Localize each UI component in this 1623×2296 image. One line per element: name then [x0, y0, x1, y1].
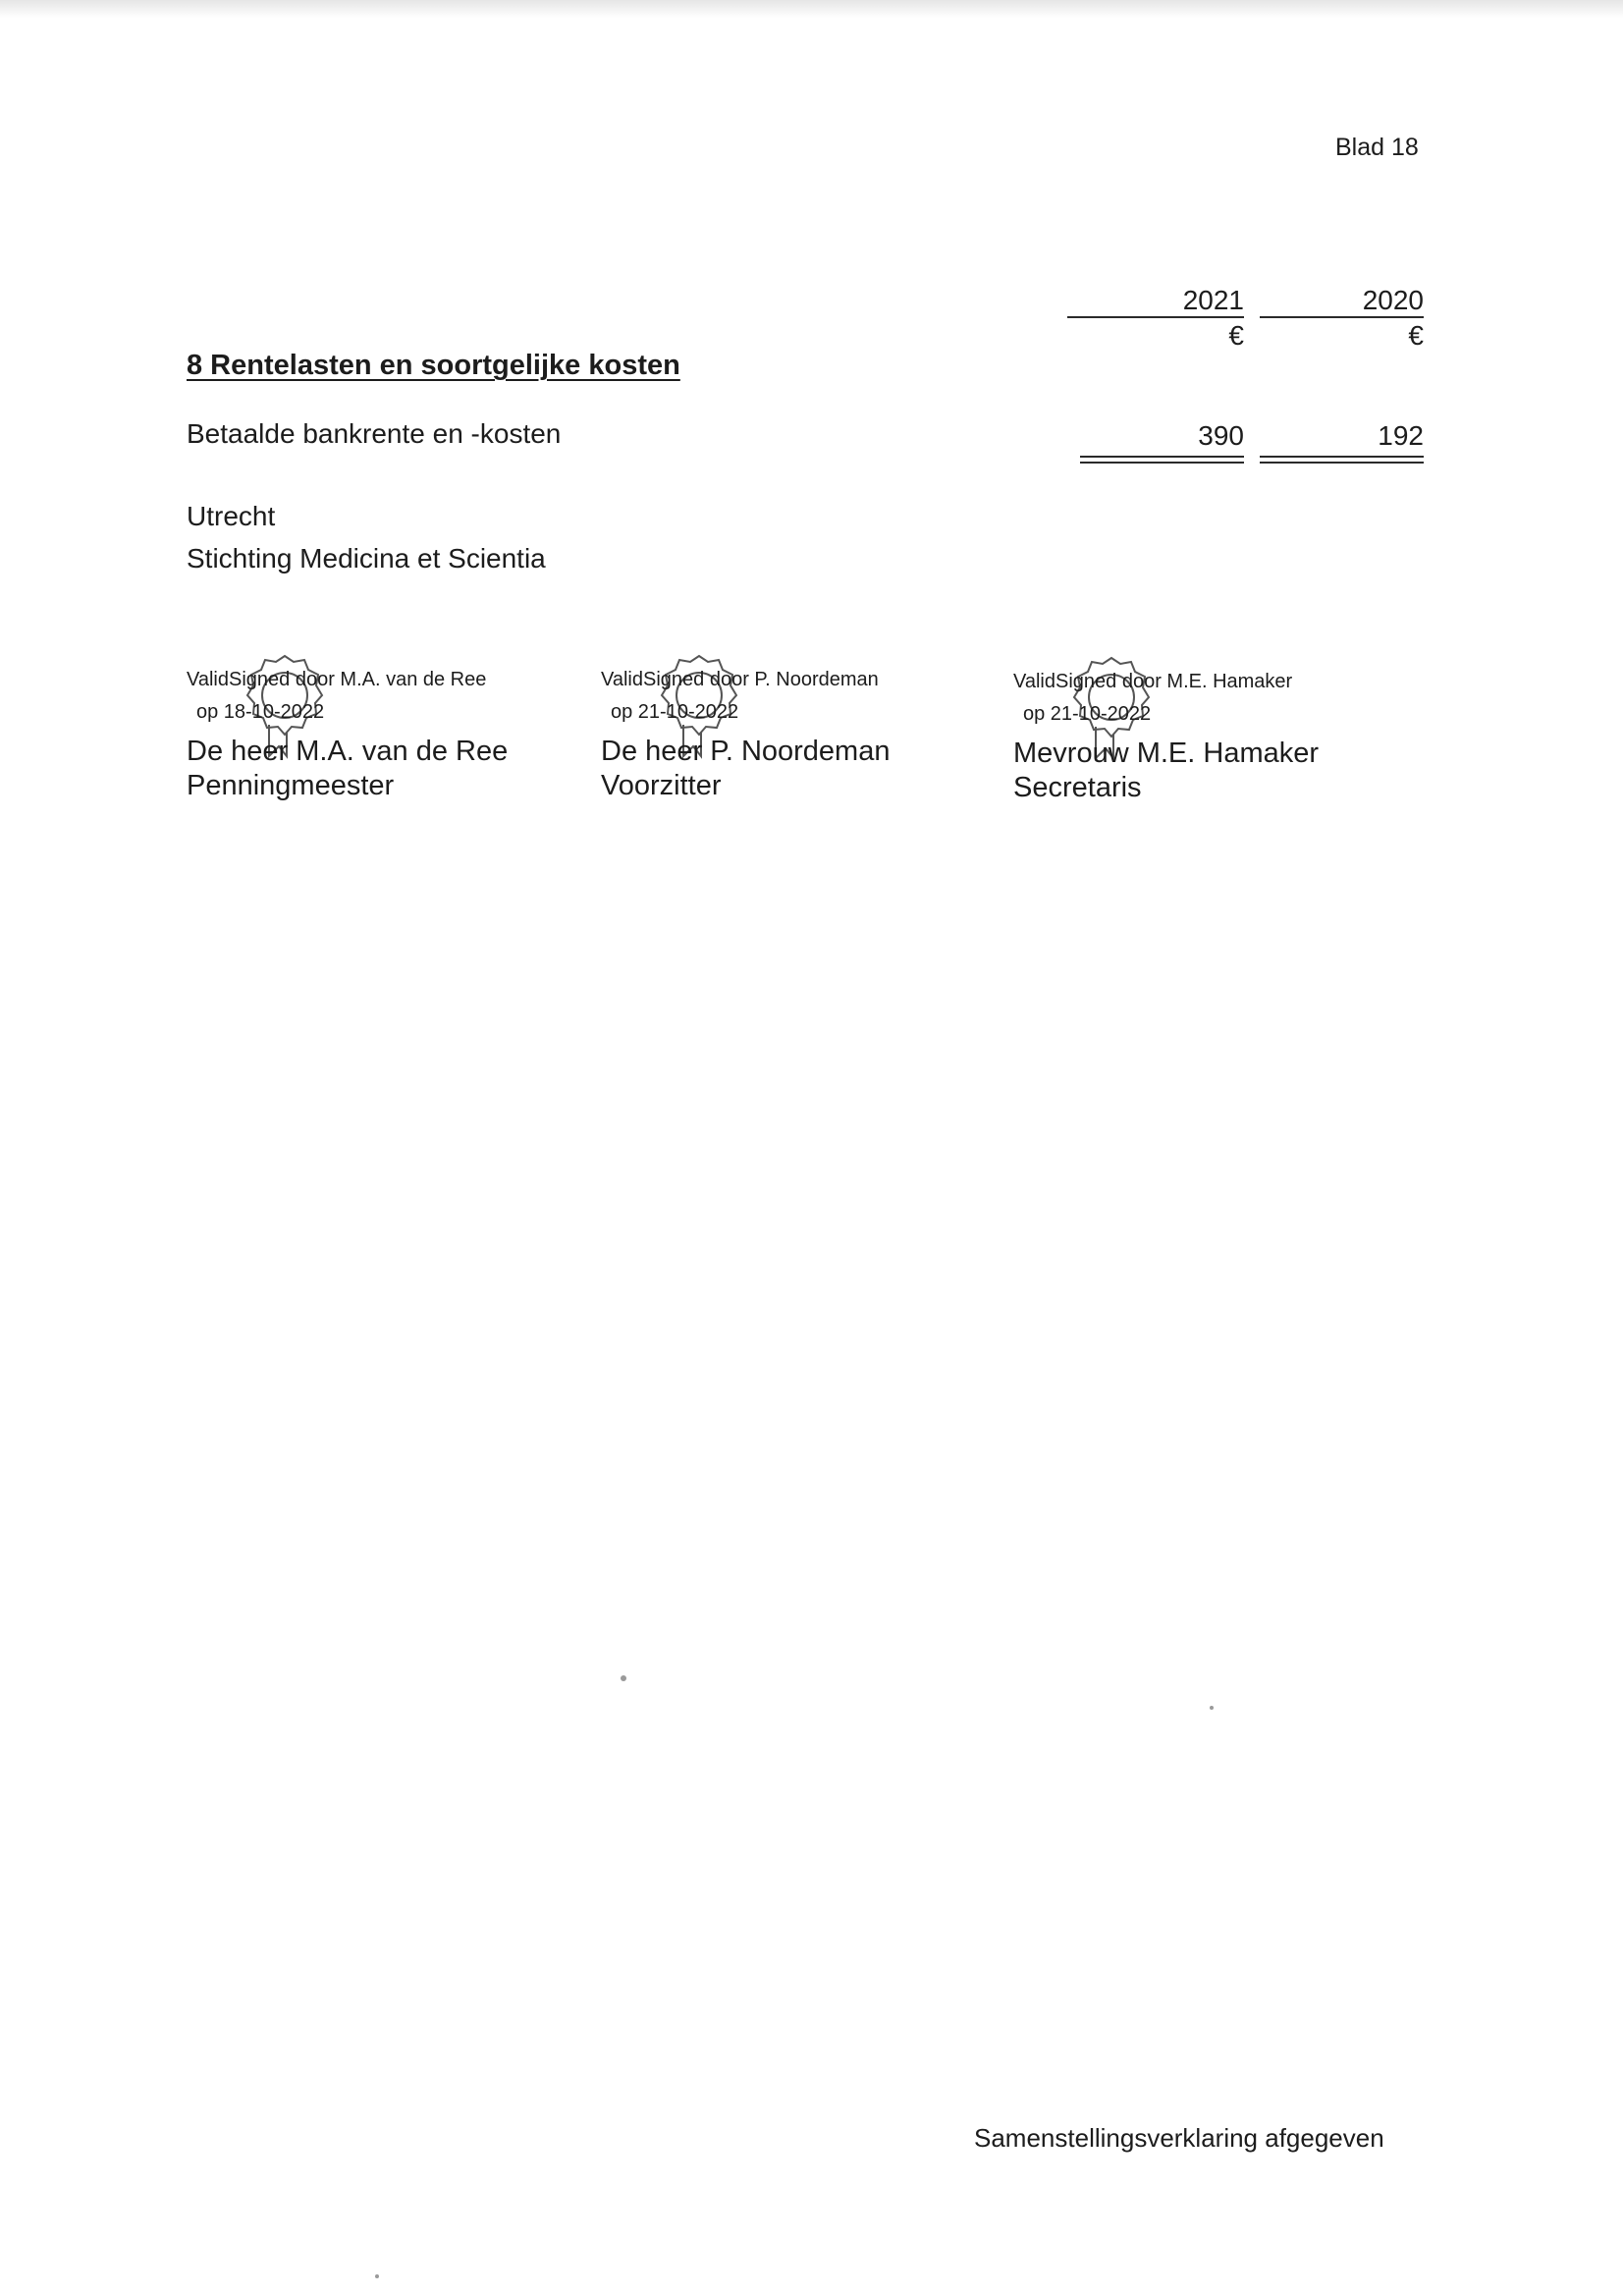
signatory-role: Penningmeester: [187, 770, 395, 801]
signatory: [187, 735, 508, 803]
signatory-name: De heer P. Noordeman: [601, 736, 891, 767]
signatory: [601, 735, 890, 803]
stamp-date-line: op 21-10-2022: [611, 701, 739, 723]
stamp-signer-line: ValidSigned door P. Noordeman: [601, 669, 879, 690]
stamp-signer-line: ValidSigned door M.A. van de Ree: [187, 669, 487, 690]
year-rule-2021: [1067, 316, 1244, 318]
signature-stamp-text: [601, 664, 879, 729]
scan-speck: [375, 2274, 379, 2278]
row-label: Betaalde bankrente en -kosten: [187, 418, 562, 449]
stamp-date-line: op 18-10-2022: [196, 701, 325, 723]
signature-block-1: [187, 664, 599, 821]
signatory-name: De heer M.A. van de Ree: [187, 736, 509, 767]
total-double-rule-2020: [1260, 456, 1424, 464]
signatory: [1013, 737, 1319, 805]
currency-symbol-2021: €: [1228, 320, 1244, 351]
signing-place: Utrecht: [187, 501, 276, 531]
footer-note: Samenstellingsverklaring afgegeven: [974, 2123, 1384, 2153]
signatory-role: Secretaris: [1013, 772, 1142, 803]
scan-speck: [1210, 1706, 1214, 1710]
year-rule-2020: [1260, 316, 1424, 318]
currency-symbol-2020: €: [1408, 320, 1424, 351]
signature-stamp-text: [187, 664, 486, 729]
row-value-2020: 192: [1378, 420, 1424, 451]
stamp-signer-line: ValidSigned door M.E. Hamaker: [1013, 671, 1293, 692]
scan-edge-shadow: [0, 0, 1623, 18]
signatory-role: Voorzitter: [601, 770, 722, 801]
scan-speck: [621, 1675, 626, 1681]
row-value-2021: 390: [1198, 420, 1244, 451]
signatory-name: Mevrouw M.E. Hamaker: [1013, 738, 1320, 769]
organisation-name: Stichting Medicina et Scientia: [187, 543, 546, 574]
section-title: 8 Rentelasten en soortgelijke kosten: [187, 350, 680, 381]
stamp-date-line: op 21-10-2022: [1023, 703, 1152, 725]
signature-stamp-text: [1013, 666, 1292, 731]
year-header-2021: 2021: [1182, 285, 1244, 315]
signature-block-3: [1013, 666, 1426, 823]
page-number: Blad 18: [1335, 134, 1419, 161]
total-double-rule-2021: [1080, 456, 1244, 464]
signature-block-2: [601, 664, 1013, 821]
year-header-2020: 2020: [1362, 285, 1424, 315]
